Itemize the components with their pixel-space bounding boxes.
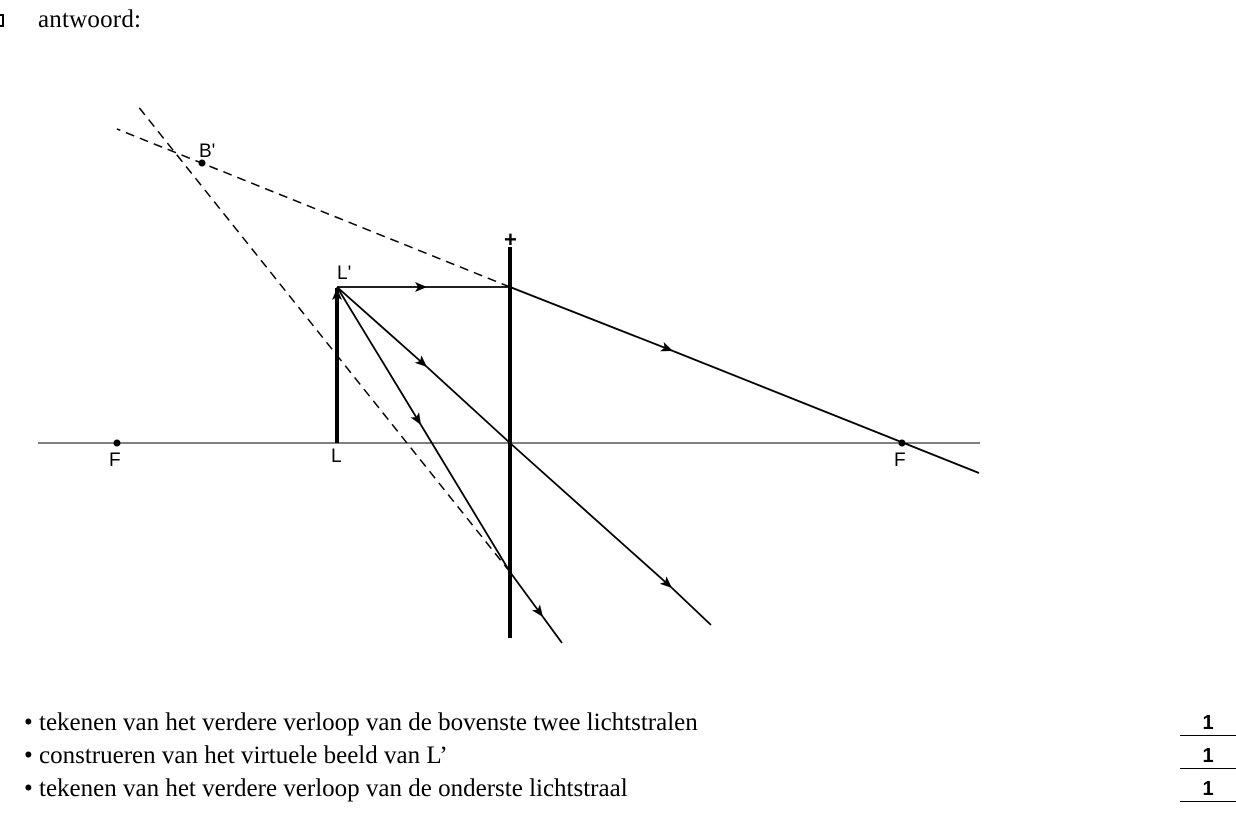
lens-plus-sign: + <box>504 227 517 252</box>
scoring-criteria <box>24 708 1236 807</box>
focal-point-left <box>114 440 121 447</box>
criterion-row <box>24 741 1236 774</box>
criterion-bullet: • <box>24 742 33 769</box>
criterion-text: tekenen van het verdere verloop van de bovenste twee lichtstralen <box>39 709 698 736</box>
ray-central-incoming <box>337 287 427 367</box>
criterion-row <box>24 774 1236 807</box>
ray-lower-outgoing <box>510 572 543 617</box>
criterion-row <box>24 708 1236 741</box>
ray-parallel-refracted <box>510 287 673 351</box>
object-tip-label: L' <box>337 263 352 284</box>
ray-lower-outgoing-rest <box>543 617 562 643</box>
criterion-bullet: • <box>24 775 33 802</box>
criterion-points: 1 <box>1180 778 1236 802</box>
virtual-image-label: B' <box>199 141 216 162</box>
criterion-text: tekenen van het verdere verloop van de onderste lichtstraal <box>39 775 628 802</box>
criterion-points: 1 <box>1180 712 1236 736</box>
ray-central-incoming-rest <box>427 367 510 443</box>
virtual-extension-lower-ray <box>137 105 510 572</box>
criterion-points: 1 <box>1180 745 1236 769</box>
ray-lower-incoming <box>337 287 421 425</box>
virtual-extension-parallel-ray <box>117 129 510 287</box>
criterion-text: construeren van het virtuele beeld van L’ <box>39 742 448 769</box>
ray-parallel-refracted-rest <box>673 351 979 473</box>
ray-central-outgoing <box>510 443 672 588</box>
focal-point-left-label: F <box>109 450 121 471</box>
ray-central-outgoing-rest <box>672 588 711 625</box>
focal-point-right-label: F <box>894 450 906 471</box>
criterion-bullet: • <box>24 709 33 736</box>
object-base-label: L <box>331 446 342 467</box>
ray-lower-incoming-rest <box>421 425 510 572</box>
answer-heading: antwoord: <box>38 6 142 33</box>
